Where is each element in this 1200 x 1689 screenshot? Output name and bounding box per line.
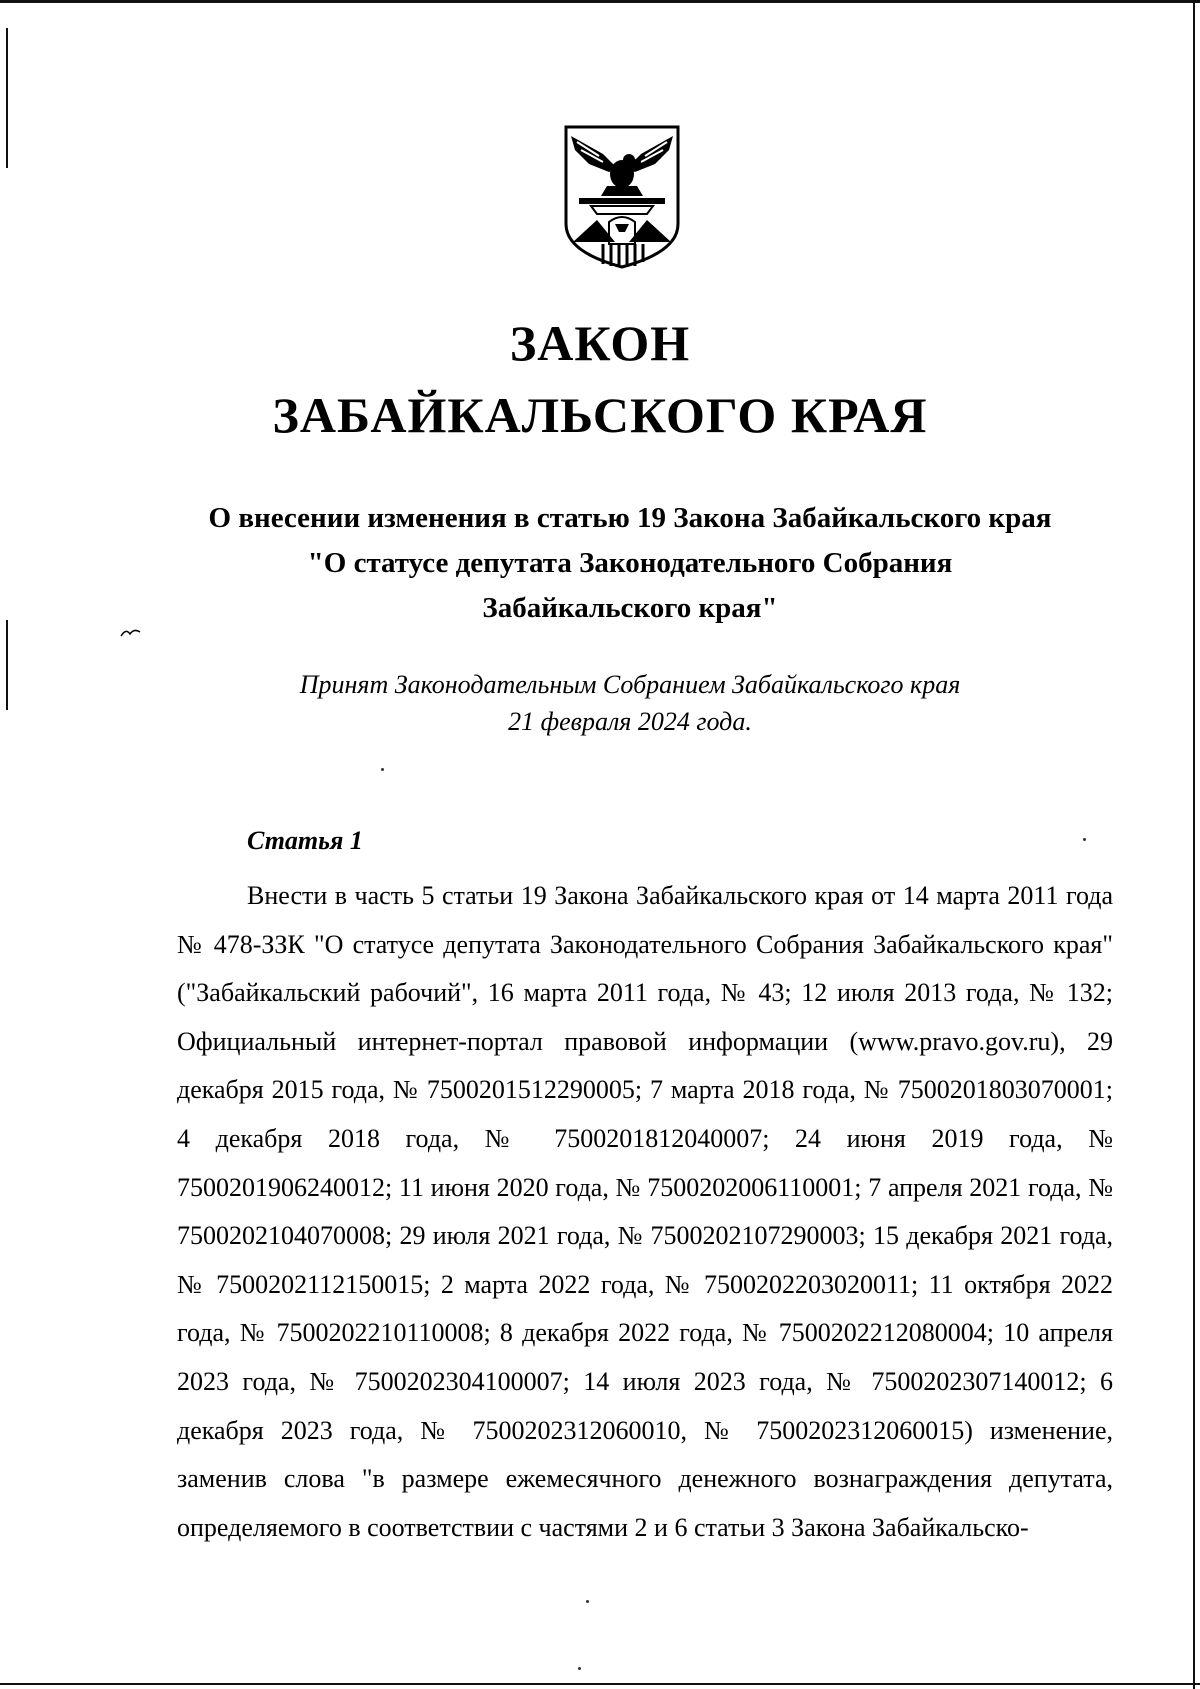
scan-speck — [1083, 838, 1086, 841]
scan-speck — [578, 1667, 581, 1670]
adoption-date: 21 февраля 2024 года. — [508, 707, 752, 736]
law-title: ЗАКОН — [509, 315, 691, 371]
law-subject-line-1: О внесении изменения в статью 19 Закона Забайкальского края — [208, 502, 1052, 534]
adoption-note — [250, 666, 1010, 740]
scan-mark — [120, 626, 142, 638]
scan-border-left-lower — [6, 620, 8, 710]
scan-border-top — [0, 0, 1200, 3]
law-region-title: ЗАБАЙКАЛЬСКОГО КРАЯ — [272, 387, 928, 443]
scan-border-left — [6, 28, 8, 168]
law-subject — [150, 496, 1110, 631]
scan-speck — [586, 1600, 589, 1603]
scan-border-bottom — [0, 1683, 1200, 1685]
scan-border-right — [1193, 0, 1195, 1689]
law-subject-line-3: Забайкальского края" — [482, 592, 778, 624]
article-text: Внести в часть 5 статьи 19 Закона Забайкальского края от 14 марта 2011 года № 478-ЗЗК "О статусе депутата Законодательного Собрания Забайкальского края" ("Забайкальский рабочий", 16 марта 2011 года, № 43; 12 июля 2013 года, № 132; Официальный интернет-портал правовой информации (www.pravo.gov.ru), 29 декабря 2015 года, № 7500201512290005; 7 марта 2018 года, № 7500201803070001; 4 декабря 2018 года, № 7500201812040007; 24 июня 2019 года, № 7500201906240012; 11 июня 2020 года, № 7500202006110001; 7 апреля 2021 года, № 7500202104070008; 29 июля 2021 года, № 7500202107290003; 15 декабря 2021 года, № 7500202112150015; 2 марта 2022 года, № 7500202203020011; 11 октября 2022 года, № 7500202210110008; 8 декабря 2022 года, № 7500202212080004; 10 апреля 2023 года, № 7500202304100007; 14 июля 2023 года, № 7500202307140012; 6 декабря 2023 года, № 7500202312060010, № 7500202312060015) изменение, заменив слова "в размере ежемесячного денежного вознаграждения депутата, определяемого в соответствии с частями 2 и 6 статьи 3 Закона Забайкальско- — [177, 881, 1113, 1542]
article-heading: Статья 1 — [247, 826, 363, 855]
adoption-body: Принят Законодательным Собранием Забайкальского края — [299, 670, 961, 699]
scan-speck — [381, 768, 384, 771]
coat-of-arms-icon — [563, 124, 681, 270]
law-subject-line-2: "О статусе депутата Законодательного Собрания — [307, 547, 953, 579]
